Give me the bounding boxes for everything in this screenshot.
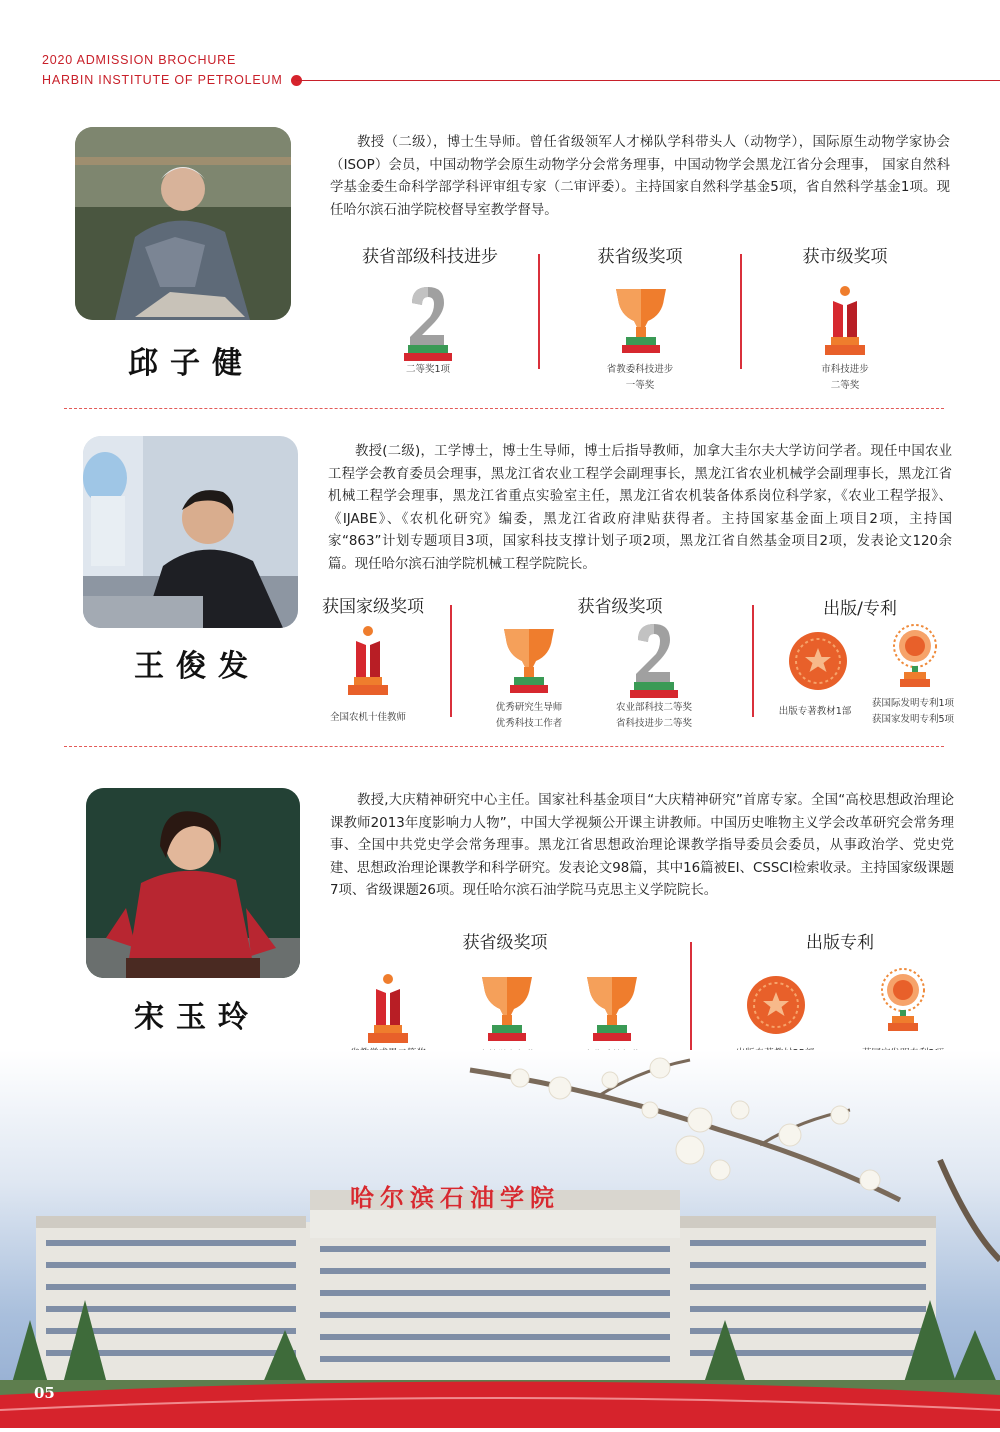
column-divider bbox=[538, 254, 540, 369]
award-caption-line: 二等奖 bbox=[830, 380, 860, 391]
award-category-title: 获省级奖项 bbox=[597, 247, 683, 267]
figure-trophy-icon bbox=[346, 625, 390, 703]
award-category-title: 出版/专利 bbox=[823, 599, 897, 619]
sun-medal-trophy-icon bbox=[880, 968, 926, 1038]
professor-name-1: 邱子健 bbox=[128, 346, 254, 381]
award-caption-line: 省教委科技进步 bbox=[606, 364, 674, 375]
award-caption bbox=[860, 696, 966, 728]
award-caption-line: 农业部科技二等奖 bbox=[615, 702, 692, 713]
award-caption-line: 优秀研究生导师 bbox=[495, 702, 563, 713]
cup-trophy-icon bbox=[583, 973, 641, 1049]
professor-name-2: 王俊发 bbox=[134, 649, 260, 684]
section-separator bbox=[64, 746, 944, 747]
award-caption-line: 全国农机十佳教师 bbox=[329, 712, 406, 723]
cup-trophy-icon bbox=[500, 625, 558, 701]
award-caption-line: 优秀科技工作者 bbox=[495, 718, 563, 729]
sun-medal-trophy-icon bbox=[892, 624, 938, 694]
header-line-1: 2020 ADMISSION BROCHURE bbox=[42, 53, 237, 67]
award-caption bbox=[479, 700, 579, 732]
column-divider bbox=[752, 605, 754, 717]
figure-trophy-icon bbox=[366, 973, 410, 1051]
column-divider bbox=[740, 254, 742, 369]
figure-trophy-icon bbox=[823, 285, 867, 363]
column-divider bbox=[450, 605, 452, 717]
award-caption-line: 省科技进步二等奖 bbox=[615, 718, 692, 729]
award-caption-line: 市科技进步 bbox=[821, 364, 869, 375]
award-category-title: 获国家级奖项 bbox=[322, 597, 424, 617]
award-category-title: 出版专利 bbox=[806, 933, 874, 953]
award-category-title: 获市级奖项 bbox=[802, 247, 888, 267]
header-line-2: HARBIN INSTITUTE OF PETROLEUM bbox=[42, 73, 283, 87]
award-caption bbox=[765, 704, 865, 720]
building-sign: 哈尔滨石油学院 bbox=[350, 1183, 560, 1212]
column-divider bbox=[690, 942, 692, 1057]
brochure-header bbox=[42, 50, 283, 90]
number-two-trophy-icon bbox=[404, 285, 452, 367]
portrait-photo-3 bbox=[86, 788, 300, 978]
section-separator bbox=[64, 408, 944, 409]
award-category-title: 获省级奖项 bbox=[462, 933, 548, 953]
professor-bio-3: 教授,大庆精神研究中心主任。国家社科基金项目“大庆精神研究”首席专家。全国“高校思想政治理论课教师2013年度影响力人物”，中国大学视频公开课主讲教师。中国历史唯物主义学会改革研究会常务理事、全国中共党史学会常务理事。黑龙江省思想政治理论课教学指导委员会委员，从事政治学、党史党建、思想政治理论课教学和科学研究。发表论文98篇，其中16篇被EI、CSSCI检索收录。主持国家级课题7项、省级课题26项。现任哈尔滨石油学院马克思主义学院院长。 bbox=[330, 793, 954, 898]
campus-building-image bbox=[0, 1050, 1000, 1428]
award-caption bbox=[380, 362, 476, 378]
cup-trophy-icon bbox=[478, 973, 536, 1049]
professor-name-3: 宋玉玲 bbox=[134, 1000, 260, 1035]
award-category-title: 获省级奖项 bbox=[577, 597, 663, 617]
award-caption bbox=[599, 700, 709, 732]
portrait-photo-2 bbox=[83, 436, 298, 628]
number-two-trophy-icon bbox=[630, 622, 678, 704]
award-caption bbox=[590, 362, 690, 394]
cup-trophy-icon bbox=[612, 285, 670, 361]
award-caption-line: 获国际发明专利1项 bbox=[871, 698, 955, 709]
page-number: 05 bbox=[34, 1384, 55, 1402]
professor-bio-1: 教授（二级），博士生导师。曾任省级领军人才梯队学科带头人（动物学），国际原生动物学家协会（ISOP）会员，中国动物学会原生动物学分会常务理事，中国动物学会黑龙江省分会理事， 国家自然科学基金委生命科学部学科评审组专家（二审评委）。主持国家自然科学基金5项，省自然科学基金1项。现任哈尔滨石油学院校督导室教学督导。 bbox=[330, 135, 950, 218]
award-caption bbox=[800, 362, 890, 394]
award-category-title: 获省部级科技进步 bbox=[362, 247, 498, 267]
star-medal-icon bbox=[788, 631, 848, 695]
award-caption-line: 一等奖 bbox=[625, 380, 655, 391]
award-caption-line: 二等奖1项 bbox=[405, 364, 451, 375]
portrait-photo-1 bbox=[75, 127, 291, 320]
award-caption bbox=[313, 710, 423, 726]
award-caption-line: 出版专著教材1部 bbox=[778, 706, 852, 717]
star-medal-icon bbox=[746, 975, 806, 1039]
header-rule bbox=[296, 80, 1000, 81]
award-caption-line: 获国家发明专利5项 bbox=[871, 714, 955, 725]
professor-bio-2: 教授(二级)，工学博士，博士生导师，博士后指导教师，加拿大圭尔夫大学访问学者。现任中国农业工程学会教育委员会理事，黑龙江省农业工程学会副理事长，黑龙江省农业机械学会副理事长，黑龙江省机械工程学会理事，黑龙江省重点实验室主任，黑龙江省农机装备体系岗位科学家，《农业工程学报》、《IJABE》、《农机化研究》编委，黑龙江省政府津贴获得者。主持国家基金面上项目2项，主持国家“863”计划专题项目3项，国家科技支撑计划子项2项，黑龙江省自然基金项目2项，发表论文120余篇。现任哈尔滨石油学院机械工程学院院长。 bbox=[328, 444, 952, 572]
